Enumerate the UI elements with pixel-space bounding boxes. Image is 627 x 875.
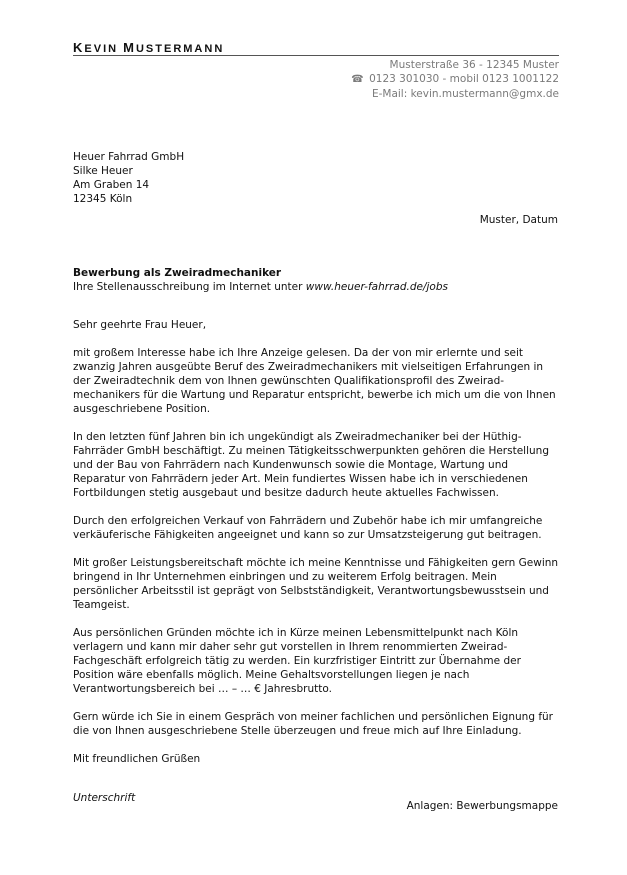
- recipient-company: Heuer Fahrrad GmbH: [73, 151, 185, 163]
- sender-email: E-Mail: kevin.mustermann@gmx.de: [371, 88, 559, 100]
- paragraph-1: mit großem Interesse habe ich Ihre Anzeige gelesen. Da der von mir erlernte und seit zwanzig Jahren ausgeübte Beruf des Zweiradmechanikers mit vielseitigen Erfahrungen in der Zweiradtechnik dem von Ihnen gewünschten Qualifikationsprofil des Zweirad-mechanikers für die Wartung und Reparatur entspricht, bewerbe ich mich um die von Ihnen ausgeschriebene Position.: [73, 347, 556, 415]
- sender-contact: [351, 58, 559, 101]
- subject-reference-url: www.heuer-fahrrad.de/jobs: [305, 281, 448, 293]
- sender-name-first-initial: K: [73, 40, 85, 55]
- sender-name: [73, 40, 224, 55]
- subject-title: Bewerbung als Zweiradmechaniker: [73, 267, 282, 279]
- signature: Unterschrift: [73, 792, 136, 804]
- sender-phone-line: [351, 72, 559, 87]
- subject-reference: [73, 280, 448, 294]
- sender-phone: 0123 301030 - mobil 0123 1001122: [369, 73, 559, 85]
- paragraph-3: Durch den erfolgreichen Verkauf von Fahrrädern und Zubehör habe ich mir umfangreiche verkäuferische Fähigkeiten angeeignet und kann so zur Umsatzsteigerung gut beitragen.: [73, 515, 543, 541]
- date-line: Muster, Datum: [479, 214, 558, 226]
- recipient-person: Silke Heuer: [73, 165, 133, 177]
- paragraph-6: Gern würde ich Sie in einem Gespräch von meiner fachlichen und persönlichen Eignung für die von Ihnen ausgeschriebene Stelle überzeugen und freue mich auf Ihre Einladung.: [73, 711, 553, 737]
- subject-reference-prefix: Ihre Stellenausschreibung im Internet unter: [73, 281, 306, 293]
- sender-name-first-rest: EVIN: [84, 43, 119, 55]
- recipient-street: Am Graben 14: [73, 179, 150, 191]
- letter-body: [73, 318, 559, 805]
- attachments-line: Anlagen: Bewerbungsmappe: [406, 800, 558, 812]
- salutation: Sehr geehrte Frau Heuer,: [73, 319, 207, 331]
- sender-street-city: Musterstraße 36 - 12345 Muster: [389, 59, 559, 71]
- recipient-city: 12345 Köln: [73, 193, 133, 205]
- phone-icon: ☎: [351, 74, 364, 85]
- subject-block: [73, 266, 448, 294]
- closing: Mit freundlichen Grüßen: [73, 753, 201, 765]
- recipient-address: [73, 150, 184, 206]
- sender-name-last-rest: USTERMANN: [135, 43, 225, 55]
- paragraph-4: Mit großer Leistungsbereitschaft möchte ich meine Kenntnisse und Fähigkeiten gern Gewinn bringend in Ihr Unternehmen einbringen und zu weiterem Erfolg beitragen. Mein persönlicher Arbeitsstil ist geprägt von Selbstständigkeit, Verantwortungsbewusstsein und Teamgeist.: [73, 557, 559, 611]
- paragraph-2: In den letzten fünf Jahren bin ich ungekündigt als Zweiradmechaniker bei der Hüthig-Fahrräder GmbH beschäftigt. Zu meinen Tätigkeitsschwerpunkten gehören die Herstellung und der Bau von Fahrrädern nach Kundenwunsch sowie die Montage, Wartung und Reparatur von Fahrrädern jeder Art. Mein fundiertes Wissen habe ich in verschiedenen Fortbildungen stetig ausgebaut und besitze dadurch heute aktuelles Fachwissen.: [73, 431, 549, 499]
- header-divider: [73, 55, 559, 56]
- paragraph-5: Aus persönlichen Gründen möchte ich in Kürze meinen Lebensmittelpunkt nach Köln verlagern und kann mir daher sehr gut vorstellen in Ihrem renommierten Zweirad-Fachgeschäft erfolgreich tätig zu werden. Ein kurzfristiger Eintritt zur Übernahme der Position wäre ebenfalls möglich. Meine Gehaltsvorstellungen liegen je nach Verantwortungsbereich bei … – … € Jahresbrutto.: [73, 627, 521, 695]
- sender-name-last-initial: M: [123, 40, 136, 55]
